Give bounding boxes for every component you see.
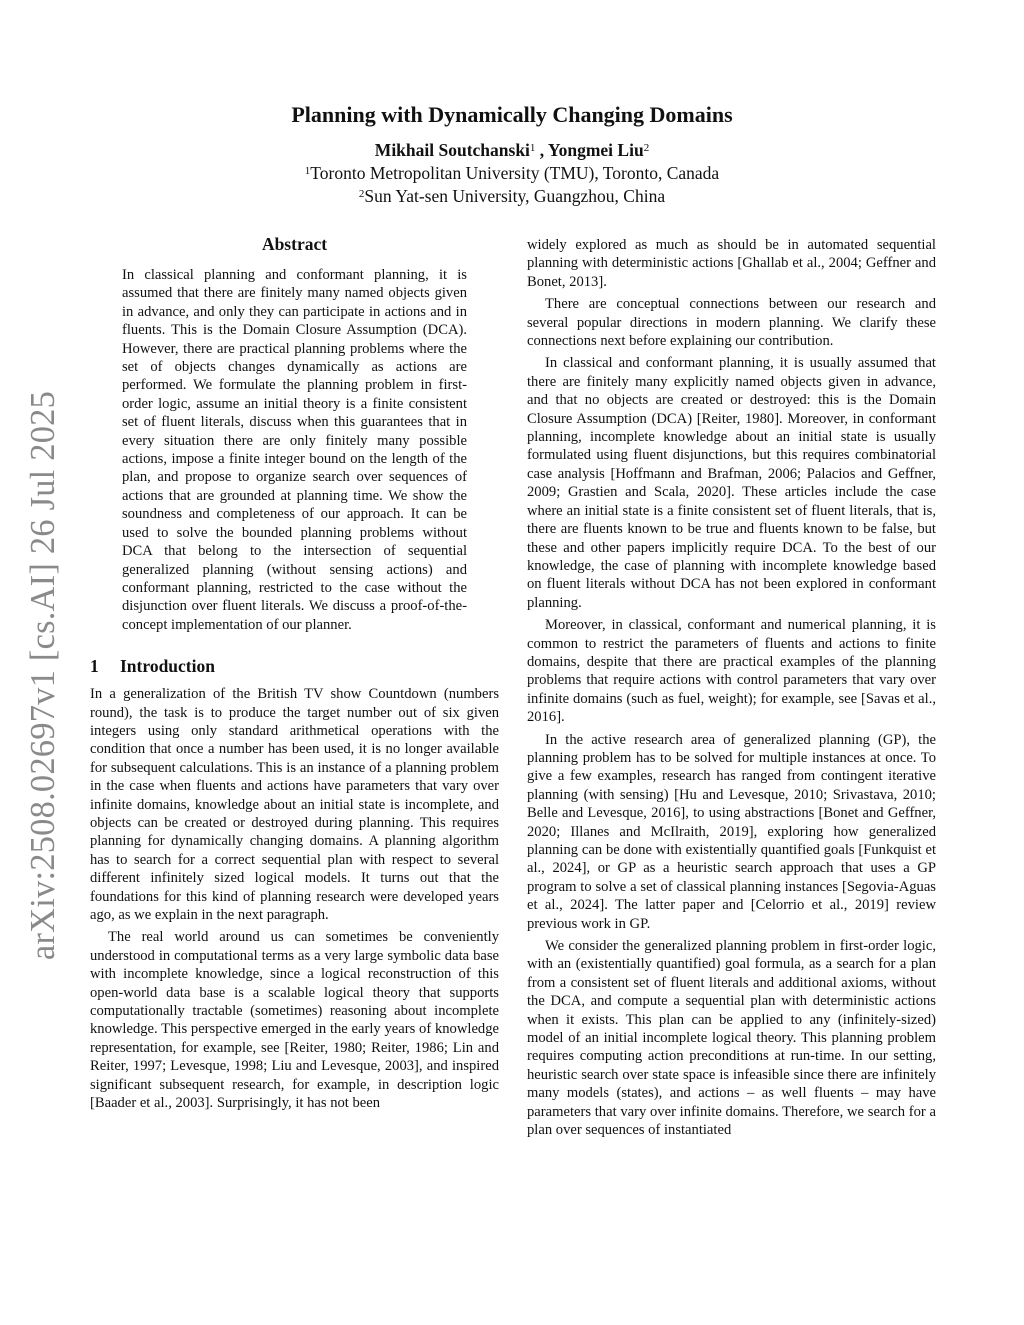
intro-paragraph: widely explored as much as should be in automated sequential planning with deterministic actions [Ghallab et al., 2004; Geffner and Bonet, 2013].	[527, 237, 936, 290]
arxiv-identifier-stamp	[22, 370, 66, 980]
author-separator: ,	[535, 140, 548, 160]
right-column	[527, 236, 936, 1144]
abstract-text: In classical planning and conformant planning, it is assumed that there are finitely many named objects given in advance, and only they can participate in actions and in fluents. This is the Domain Closure Assumption (DCA). However, there are practical planning problems where the set of objects changes dynamically as actions are performed. We formulate the planning problem in first-order logic, assume an initial theory is a finite consistent set of fluent literals, discuss when this guarantees that in every situation there are only finitely many possible actions, impose a finite integer bound on the length of the plan, and propose to organize search over sequences of actions that are grounded at planning time. We show the soundness and completeness of our approach. It can be used to solve the bounded planning problems without DCA that belong to the intersection of sequential generalized planning (without sensing actions) and conformant planning, restricted to the case without the disjunction over fluent literals. We discuss a proof-of-the-concept implementation of our planner.	[122, 267, 467, 633]
paper-title: Planning with Dynamically Changing Domains	[291, 102, 733, 127]
intro-paragraph: In the active research area of generalized planning (GP), the planning problem has to be solved for multiple instances at once. To give a few examples, research has ranged from contingent iterative planning (with sensing) [Hu and Levesque, 2010; Srivastava, 2010; Belle and Levesque, 2016], to using abstractions [Bonet and Geffner, 2020; Illanes and McIlraith, 2019], exploring how generalized planning can be done with existentially quantified goals [Funkquist et al., 2024], or GP as a heuristic search approach that uses a GP program to solve a set of classical planning instances [Segovia-Aguas et al., 2024]. The latter paper and [Celorrio et al., 2019] review previous work in GP.	[527, 731, 936, 932]
paper-header	[0, 100, 1024, 208]
intro-paragraph: There are conceptual connections between our research and several popular directions in modern planning. We clarify these connections next before explaining our contribution.	[527, 296, 936, 350]
affiliation-marker: 2	[358, 188, 365, 200]
affiliation-line	[0, 185, 1024, 208]
intro-paragraph: The real world around us can sometimes be conveniently understood in computational terms as a very large symbolic data base with incomplete knowledge, since a logical reconstruction of this open-world data base is a scalable logical theory that supports computationally tractable (sometimes) reasoning about incomplete knowledge. This perspective emerged in the early years of knowledge representation, for example, see [Reiter, 1980; Reiter, 1986; Lin and Reiter, 1997; Levesque, 1998; Liu and Levesque, 2003], and inspired significant subsequent research, for example, in description logic [Baader et al., 2003]. Surprisingly, it has not been	[90, 929, 499, 1112]
author-affiliation-marker: 1	[529, 142, 536, 154]
affiliation-marker: 1	[304, 165, 311, 177]
affiliation-text: Sun Yat-sen University, Guangzhou, China	[364, 186, 666, 206]
author-name: Mikhail Soutchanski	[374, 140, 530, 160]
section-heading-introduction	[90, 655, 499, 677]
section-number: 1	[90, 656, 99, 677]
intro-paragraph: In a generalization of the British TV show Countdown (numbers round), the task is to produce the target number out of six given integers using only standard arithmetical operations with the condition that once a number has been used, it is no longer available for subsequent calculations. This is an instance of a planning problem in the case when fluents and actions have parameters that vary over infinite domains, knowledge about an initial state is incomplete, and objects can be created or destroyed during planning. This requires planning for dynamically changing domains. A planning algorithm has to search for a correct sequential plan with respect to several different infinitely sized logical models. It turns out that the foundations for this kind of planning research were developed years ago, as we explain in the next paragraph.	[90, 686, 499, 923]
section-title-text: Introduction	[120, 656, 215, 677]
affiliation-line	[0, 162, 1024, 185]
affiliation-text: Toronto Metropolitan University (TMU), Toronto, Canada	[310, 163, 720, 183]
intro-paragraph: Moreover, in classical, conformant and numerical planning, it is common to restrict the parameters of fluents and actions to finite domains, despite that there are practical examples of the planning problems that require actions with control parameters that vary over infinite domains (such as fuel, weight); for example, see [Savas et al., 2016].	[527, 617, 936, 726]
intro-paragraph: In classical and conformant planning, it is usually assumed that there are finitely many explicitly named objects given in advance, and that no objects are created or destroyed: this is the Domain Closure Assumption (DCA) [Reiter, 1980]. Moreover, in conformant planning, incomplete knowledge about an initial state is usually formulated using fluent disjunctions, but this requires combinatorial case analysis [Hoffmann and Brafman, 2006; Palacios and Geffner, 2009; Grastien and Scala, 2020]. These articles include the case where an initial state is a finite consistent set of fluent literals, that is, there are fluents known to be true and fluents known to be false, but these and other papers implicitly require DCA. To the best of our knowledge, the case of planning with incomplete knowledge based on fluent literals without DCA has not been explored in conformant planning.	[527, 355, 936, 611]
arxiv-identifier-text: arXiv:2508.02697v1 [cs.AI] 26 Jul 2025	[24, 390, 63, 960]
intro-paragraph: We consider the generalized planning problem in first-order logic, with an (existentially quantified) goal formula, as a search for a plan from a consistent set of fluent literals and additional axioms, without the DCA, and compute a sequential plan with deterministic actions when it exists. This plan can be applied to any (infinitely-sized) model of an initial incomplete logical theory. This planning problem requires computing action preconditions at run-time. In our setting, heuristic search over state space is infeasible since there are infinitely many models (states), and actions – as well fluents – may have parameters that vary over infinite domains. Therefore, we search for a plan over sequences of instantiated	[527, 938, 936, 1139]
author-name: Yongmei Liu	[547, 140, 644, 160]
abstract-heading: Abstract	[261, 234, 328, 254]
left-column	[90, 232, 499, 1116]
author-affiliation-marker: 2	[643, 142, 650, 154]
author-list	[0, 138, 1024, 162]
